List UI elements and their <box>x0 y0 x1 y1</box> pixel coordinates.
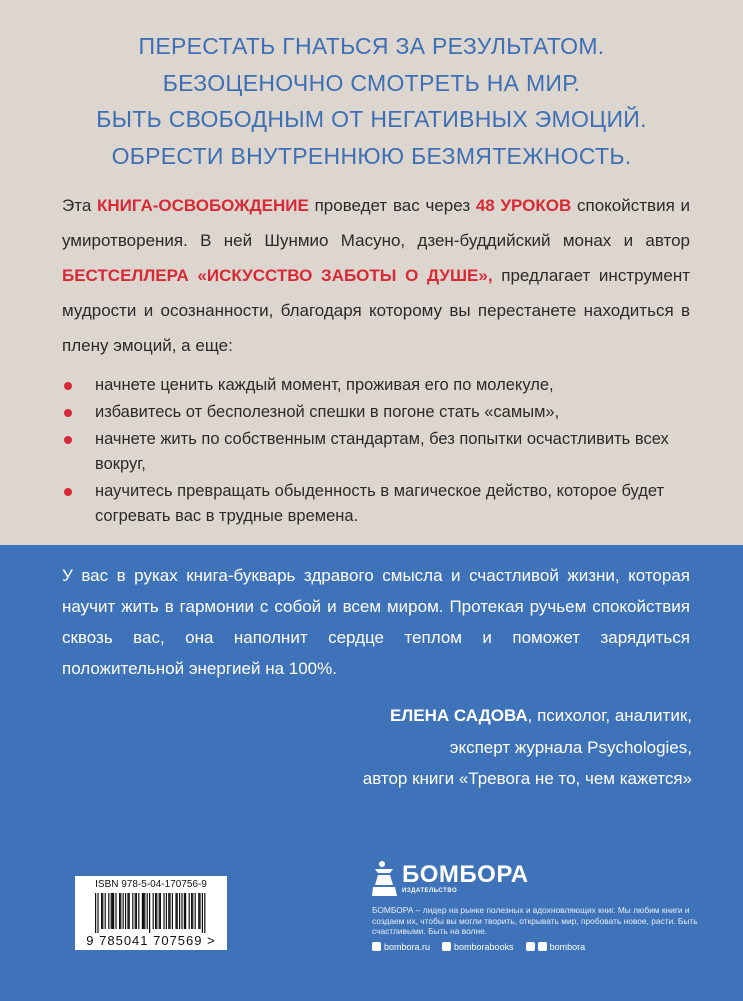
barcode-bar <box>144 893 145 929</box>
website-link[interactable] <box>372 942 430 953</box>
benefits-list <box>62 373 690 531</box>
barcode-bar <box>149 893 150 933</box>
barcode-bar <box>113 893 114 929</box>
barcode-bar <box>127 893 128 929</box>
barcode-bar <box>202 893 203 933</box>
telegram-icon <box>538 942 547 951</box>
barcode-bar <box>101 893 102 929</box>
barcode-bar <box>185 893 186 929</box>
barcode-bar <box>160 893 161 929</box>
barcode-bar <box>181 893 182 929</box>
barcode-bar <box>155 893 156 929</box>
reviewer-line: автор книги «Тревога не то, чем кажется» <box>362 769 692 788</box>
telegram-link[interactable] <box>526 942 586 953</box>
intro-paragraph <box>62 188 690 363</box>
barcode-bar <box>191 893 192 929</box>
isbn-barcode <box>75 876 227 950</box>
publisher-links <box>372 942 722 953</box>
text: Эта <box>62 196 98 215</box>
publisher-name: БОМБОРА <box>402 861 529 888</box>
barcode-bar <box>108 893 109 929</box>
barcode-bar <box>123 893 124 929</box>
publisher-block <box>372 860 722 953</box>
text: проведет вас через <box>308 196 476 215</box>
link-label: bombora <box>549 941 586 952</box>
headline: ПЕРЕСТАТЬ ГНАТЬСЯ ЗА РЕЗУЛЬТАТОМ. <box>138 33 605 59</box>
barcode-bar <box>159 893 160 929</box>
barcode-bar <box>136 893 137 929</box>
barcode-bar <box>95 893 96 933</box>
link-label: bombora.ru <box>384 941 431 952</box>
barcode-bar <box>168 893 169 929</box>
barcode-bar <box>198 893 199 929</box>
barcode-bar <box>125 893 126 929</box>
barcode-bar <box>115 893 116 929</box>
highlight: БЕСТСЕЛЛЕРА «ИСКУССТВО ЗАБОТЫ О ДУШЕ», <box>62 266 493 285</box>
barcode-bar <box>143 893 144 929</box>
barcode-bar <box>175 893 176 929</box>
barcode-digits: 9 785041 707569 > <box>86 933 216 948</box>
barcode-bar <box>189 893 190 929</box>
barcode-bar <box>105 893 106 929</box>
text: предлагает инструмент мудрости и осознанности, благодаря которому вы перестанете находиться в плену эмоций, а еще: <box>62 266 690 355</box>
publisher-logo <box>372 860 722 898</box>
reviewer-line: эксперт журнала Psychologies, <box>449 737 692 757</box>
highlight: КНИГА-ОСВОБОЖДЕНИЕ <box>97 196 309 215</box>
headline: БЫТЬ СВОБОДНЫМ ОТ НЕГАТИВНЫХ ЭМОЦИЙ. <box>96 106 647 132</box>
barcode-bar <box>163 893 164 929</box>
barcode-bar <box>169 893 170 929</box>
barcode-bar <box>195 893 196 929</box>
barcode-bar <box>147 893 148 929</box>
isbn-text: ISBN 978-5-04-170756-9 <box>95 879 207 890</box>
barcode-bar <box>138 893 139 929</box>
review-signature <box>62 700 692 795</box>
lighthouse-logo-icon <box>372 860 398 898</box>
review-quote: У вас в руках книга-букварь здравого смысла и счастливой жизни, которая научит жить в гармонии с собой и всем миром. Протекая ручьем спокойствия сквозь вас, она наполнит сердце теплом и поможет зарядиться положительной энергией на 100%. <box>62 566 690 678</box>
highlight: 48 УРОКОВ <box>475 196 572 215</box>
barcode-bar <box>142 893 143 929</box>
barcode-bar <box>120 893 121 929</box>
headline: БЕЗОЦЕНОЧНО СМОТРЕТЬ НА МИР. <box>162 69 581 96</box>
barcode-bar <box>129 893 130 929</box>
barcode-bar <box>166 893 167 929</box>
headline: ОБРЕСТИ ВНУТРЕННЮЮ БЕЗМЯТЕЖНОСТЬ. <box>111 142 632 169</box>
reviewer-name: ЕЛЕНА САДОВА <box>389 706 528 725</box>
barcode-bar <box>102 893 103 929</box>
list-item: научитесь превращать обыденность в магическое действо, которое будет согревать вас в трудные времена. <box>62 479 690 529</box>
barcode-bar <box>204 893 205 933</box>
barcode-bar <box>192 893 193 929</box>
barcode-bar <box>177 893 178 929</box>
link-label: bomborabooks <box>454 941 514 952</box>
text: спокойствия и умиротворения. В ней Шунмио Масуно, дзен-буддийский монах и автор <box>62 196 691 250</box>
barcode-bar <box>184 893 185 929</box>
plus-icon <box>526 942 535 951</box>
vk-link[interactable] <box>442 942 514 953</box>
reviewer-role: , психолог, аналитик, <box>527 706 692 725</box>
vk-icon <box>442 942 451 951</box>
publisher-subtitle: ИЗДАТЕЛЬСТВО <box>402 888 458 894</box>
barcode-bar <box>111 893 112 929</box>
barcode-bar <box>119 893 120 929</box>
review-block <box>62 560 690 795</box>
list-item: начнете жить по собственным стандартам, без попытки осчастливить всех вокруг, <box>62 427 690 477</box>
barcode-bar <box>153 893 154 929</box>
barcode-bar <box>112 893 113 929</box>
barcode-bars <box>91 893 211 933</box>
barcode-bar <box>97 893 98 933</box>
barcode-bar <box>132 893 133 929</box>
publisher-about: БОМБОРА – лидер на рынке полезных и вдохновляющих книг. Мы любим книги и создаем их, чтобы вы могли творить, открывать мир, пробовать новое, расти. Быть счастливыми. Быть на волне. <box>372 905 698 936</box>
headlines <box>0 28 743 174</box>
globe-icon <box>372 942 381 951</box>
list-item: начнете ценить каждый момент, проживая его по молекуле, <box>62 373 690 398</box>
barcode-bar <box>135 893 136 929</box>
barcode-bar <box>172 893 173 929</box>
barcode-bar <box>156 893 157 929</box>
barcode-bar <box>179 893 180 929</box>
list-item: избавитесь от бесполезной спешки в погоне стать «самым», <box>62 400 690 425</box>
barcode-bar <box>199 893 200 929</box>
